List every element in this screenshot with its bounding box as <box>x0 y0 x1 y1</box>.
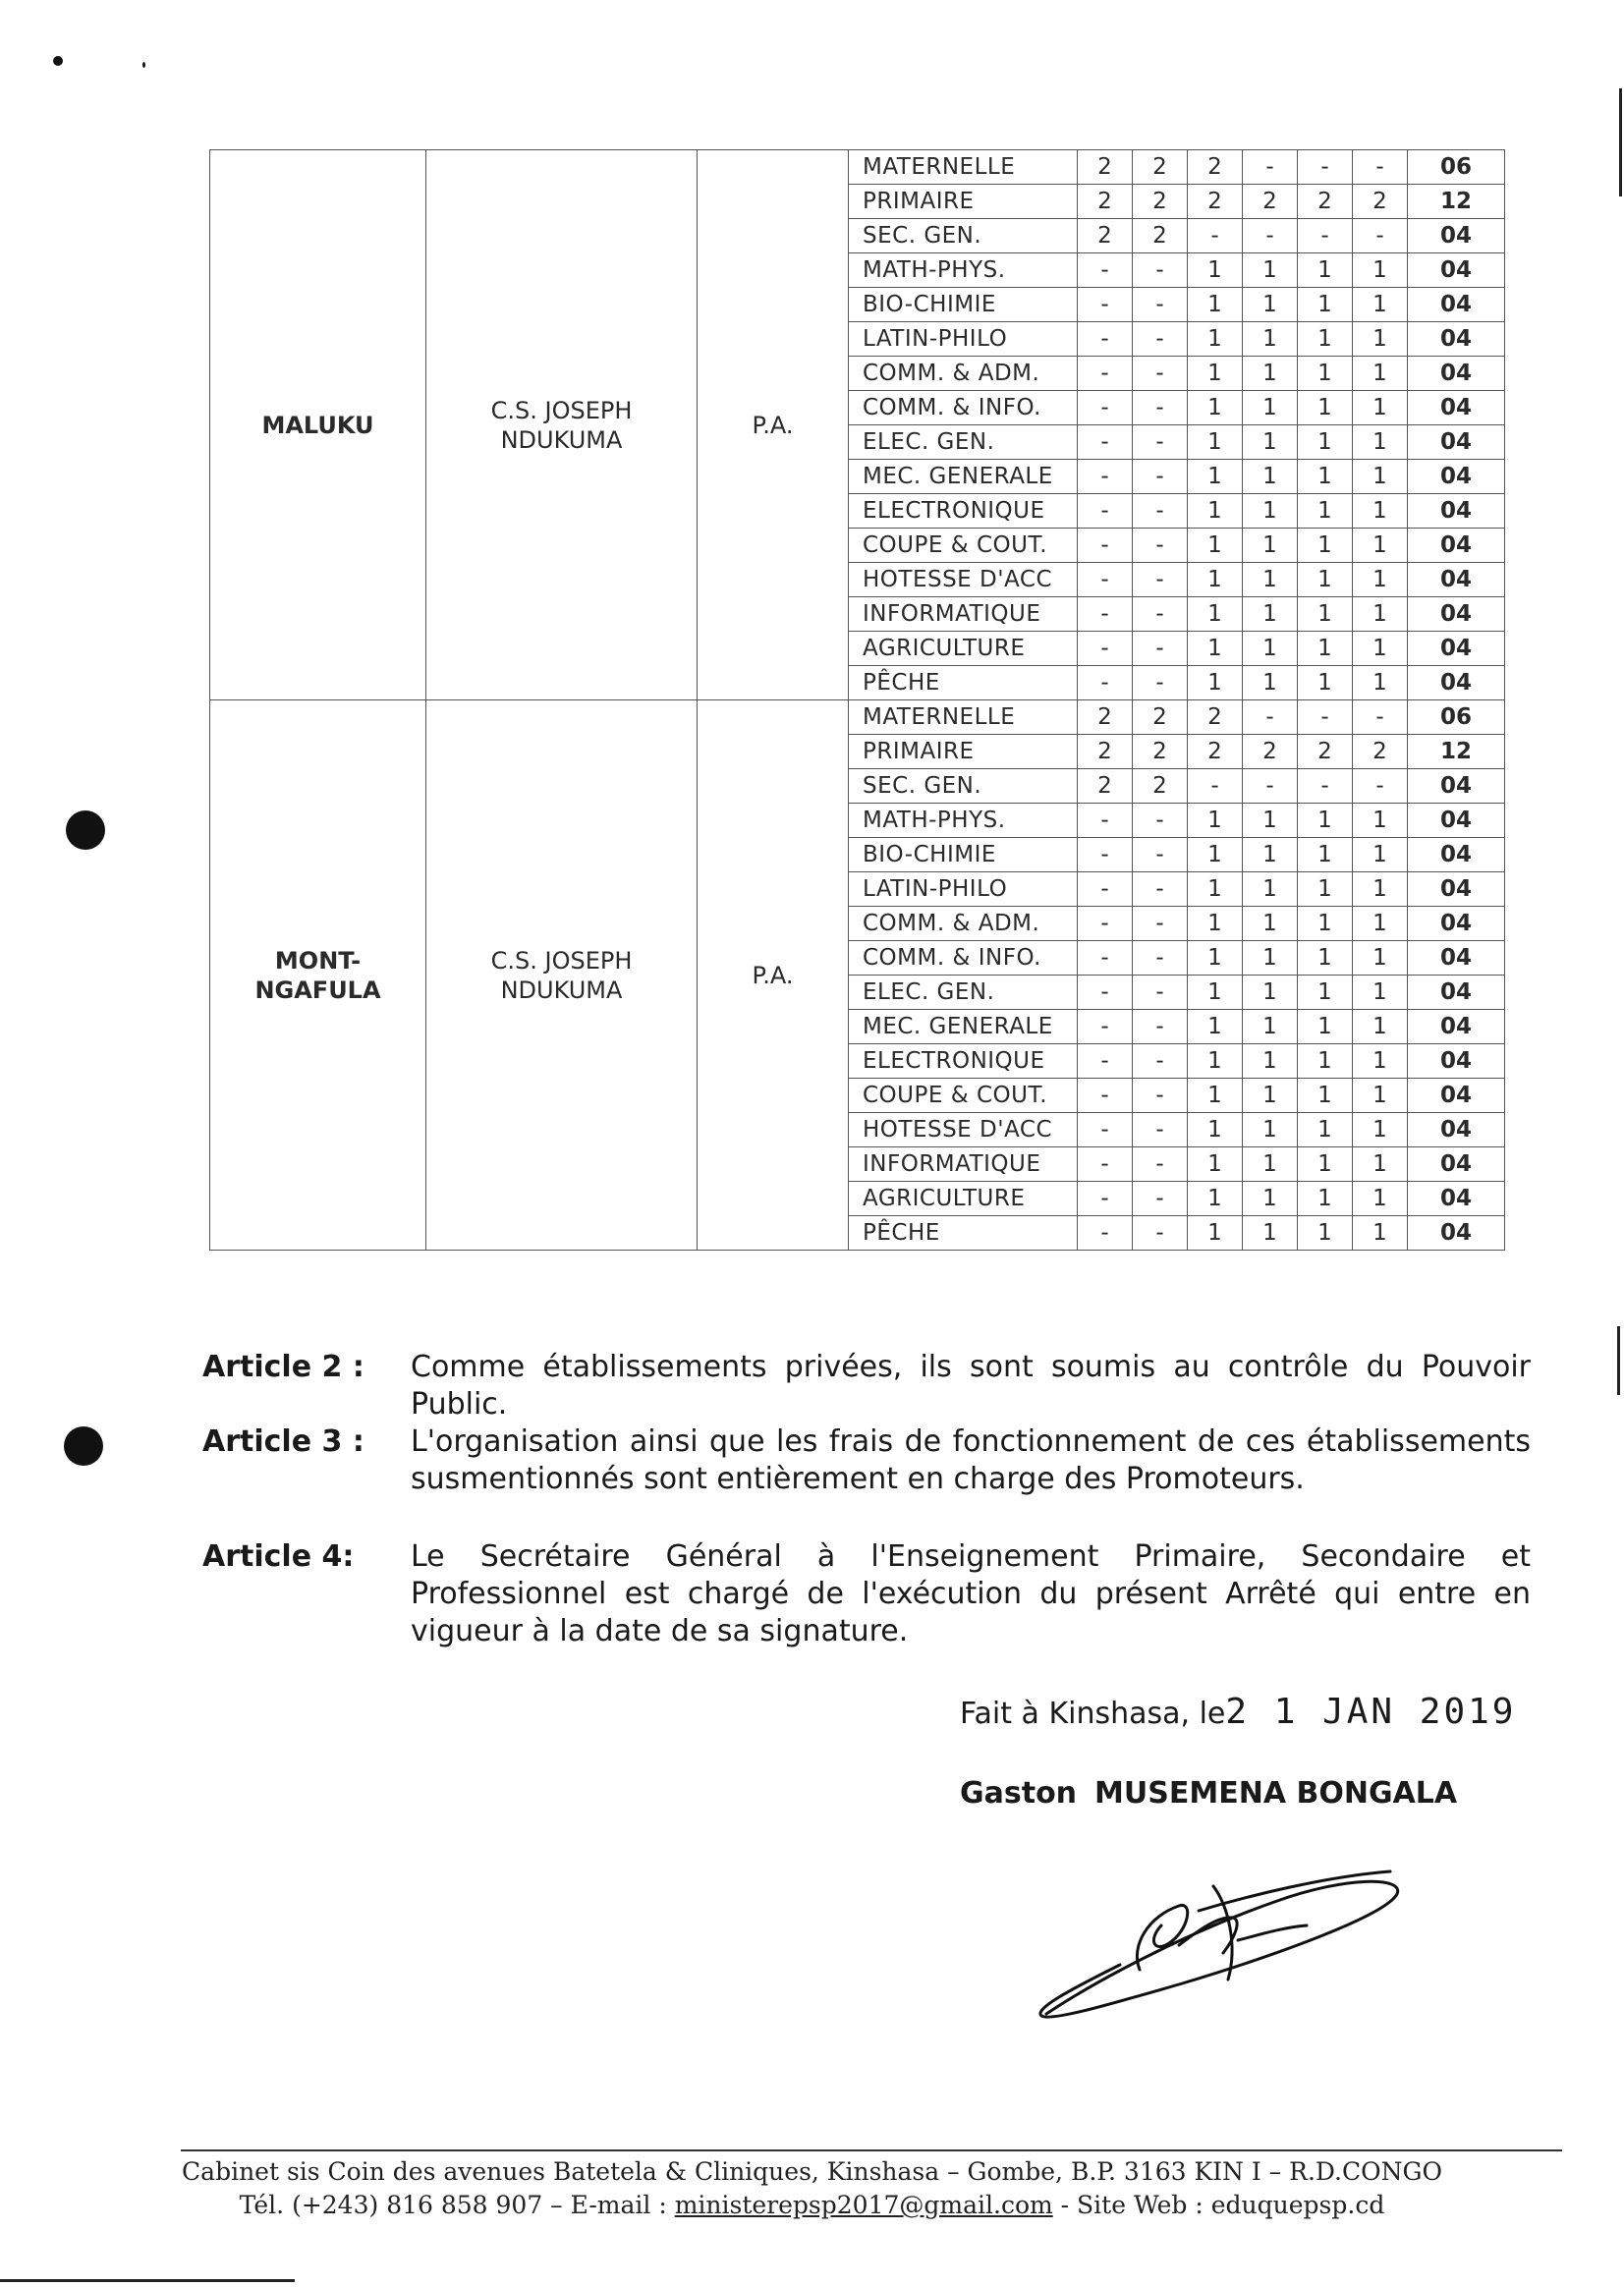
total-cell: 04 <box>1408 357 1505 391</box>
class-count-cell: 1 <box>1298 425 1353 460</box>
class-count-cell: - <box>1298 150 1353 185</box>
class-count-cell: 1 <box>1188 1182 1243 1216</box>
class-count-cell: 1 <box>1298 941 1353 976</box>
class-count-cell: - <box>1188 219 1243 253</box>
class-count-cell: 1 <box>1298 529 1353 563</box>
class-count-cell: 1 <box>1243 907 1298 941</box>
class-count-cell: - <box>1298 769 1353 804</box>
article-label: Article 4: <box>202 1539 355 1574</box>
class-count-cell: - <box>1078 1113 1133 1147</box>
class-count-cell: 2 <box>1298 185 1353 219</box>
class-count-cell: 2 <box>1353 185 1408 219</box>
table-row <box>210 700 1505 735</box>
class-count-cell: - <box>1078 322 1133 357</box>
total-cell: 04 <box>1408 872 1505 907</box>
class-count-cell: 1 <box>1353 597 1408 632</box>
option-cell: PRIMAIRE <box>849 735 1078 769</box>
option-cell: SEC. GEN. <box>849 219 1078 253</box>
class-count-cell: 1 <box>1243 391 1298 425</box>
class-count-cell: - <box>1078 425 1133 460</box>
class-count-cell: 1 <box>1353 838 1408 872</box>
class-count-cell: - <box>1078 666 1133 700</box>
class-count-cell: - <box>1133 563 1188 597</box>
class-count-cell: 1 <box>1298 494 1353 529</box>
total-cell: 04 <box>1408 563 1505 597</box>
allocation-table-body <box>210 150 1505 1251</box>
class-count-cell: 1 <box>1298 804 1353 838</box>
total-cell: 04 <box>1408 391 1505 425</box>
class-count-cell: - <box>1133 597 1188 632</box>
option-cell: MATERNELLE <box>849 700 1078 735</box>
option-cell: COMM. & INFO. <box>849 391 1078 425</box>
class-count-cell: 1 <box>1353 253 1408 288</box>
class-count-cell: 1 <box>1298 1010 1353 1044</box>
option-cell: AGRICULTURE <box>849 1182 1078 1216</box>
option-cell: HOTESSE D'ACC <box>849 1113 1078 1147</box>
class-count-cell: 1 <box>1243 253 1298 288</box>
option-cell: SEC. GEN. <box>849 769 1078 804</box>
option-cell: ELECTRONIQUE <box>849 494 1078 529</box>
punch-hole-mark <box>64 1426 103 1466</box>
class-count-cell: 1 <box>1298 838 1353 872</box>
class-count-cell: 1 <box>1243 1079 1298 1113</box>
class-count-cell: 1 <box>1243 288 1298 322</box>
class-count-cell: - <box>1133 288 1188 322</box>
total-cell: 04 <box>1408 529 1505 563</box>
class-count-cell: - <box>1078 976 1133 1010</box>
class-count-cell: 2 <box>1188 735 1243 769</box>
class-count-cell: 1 <box>1298 976 1353 1010</box>
class-count-cell: 1 <box>1188 941 1243 976</box>
option-cell: BIO-CHIMIE <box>849 288 1078 322</box>
option-cell: MATH-PHYS. <box>849 804 1078 838</box>
regime-cell: P.A. <box>698 700 849 1251</box>
footer-address <box>98 2157 1526 2186</box>
total-cell: 04 <box>1408 666 1505 700</box>
article-text: Comme établissements privées, ils sont soumis au contrôle du Pouvoir Public. <box>411 1350 1531 1422</box>
class-count-cell: 1 <box>1188 666 1243 700</box>
class-count-cell: - <box>1133 460 1188 494</box>
signatory-last-name: MUSEMENA BONGALA <box>1094 1776 1458 1811</box>
class-count-cell: 2 <box>1133 150 1188 185</box>
class-count-cell: - <box>1078 563 1133 597</box>
total-cell: 04 <box>1408 322 1505 357</box>
class-count-cell: - <box>1298 219 1353 253</box>
class-count-cell: 2 <box>1078 769 1133 804</box>
option-cell: PÊCHE <box>849 666 1078 700</box>
class-count-cell: 1 <box>1353 1010 1408 1044</box>
class-count-cell: - <box>1133 1216 1188 1251</box>
class-count-cell: 1 <box>1353 529 1408 563</box>
class-count-cell: 1 <box>1298 1182 1353 1216</box>
class-count-cell: 1 <box>1188 494 1243 529</box>
class-count-cell: 2 <box>1243 185 1298 219</box>
class-count-cell: - <box>1188 769 1243 804</box>
option-cell: COMM. & INFO. <box>849 941 1078 976</box>
option-cell: MEC. GENERALE <box>849 1010 1078 1044</box>
class-count-cell: 1 <box>1243 357 1298 391</box>
class-count-cell: - <box>1078 494 1133 529</box>
option-cell: ELECTRONIQUE <box>849 1044 1078 1079</box>
class-count-cell: 2 <box>1133 185 1188 219</box>
class-count-cell: 1 <box>1353 1079 1408 1113</box>
class-count-cell: - <box>1133 253 1188 288</box>
total-cell: 04 <box>1408 941 1505 976</box>
article-text: Le Secrétaire Général à l'Enseignement Primaire, Secondaire et Professionnel est chargé de l'exécution du présent Arrêté qui entre en vigueur à la date de sa signature. <box>411 1539 1531 1648</box>
scan-speck <box>142 62 145 68</box>
class-count-cell: - <box>1078 1079 1133 1113</box>
option-cell: INFORMATIQUE <box>849 1147 1078 1182</box>
class-count-cell: - <box>1133 907 1188 941</box>
class-count-cell: 1 <box>1298 666 1353 700</box>
class-count-cell: 1 <box>1188 253 1243 288</box>
table-row <box>210 150 1505 185</box>
class-count-cell: 1 <box>1298 872 1353 907</box>
class-count-cell: 1 <box>1188 357 1243 391</box>
total-cell: 04 <box>1408 1079 1505 1113</box>
class-count-cell: 2 <box>1078 219 1133 253</box>
class-count-cell: - <box>1078 632 1133 666</box>
class-count-cell: 1 <box>1298 322 1353 357</box>
option-cell: MEC. GENERALE <box>849 460 1078 494</box>
class-count-cell: 1 <box>1243 1113 1298 1147</box>
class-count-cell: - <box>1133 1113 1188 1147</box>
footer-address-text: Cabinet sis Coin des avenues Batetela & Cliniques, Kinshasa – Gombe, B.P. 3163 KIN I – R.D.CONGO <box>182 2157 1442 2186</box>
class-count-cell: - <box>1243 219 1298 253</box>
class-count-cell: 1 <box>1188 425 1243 460</box>
option-cell: BIO-CHIMIE <box>849 838 1078 872</box>
class-count-cell: 2 <box>1243 735 1298 769</box>
class-count-cell: 1 <box>1188 1010 1243 1044</box>
class-count-cell: 1 <box>1353 494 1408 529</box>
total-cell: 04 <box>1408 1010 1505 1044</box>
option-cell: ELEC. GEN. <box>849 976 1078 1010</box>
class-count-cell: 2 <box>1133 735 1188 769</box>
total-cell: 04 <box>1408 1147 1505 1182</box>
class-count-cell: 1 <box>1188 1113 1243 1147</box>
class-count-cell: 1 <box>1188 907 1243 941</box>
total-cell: 06 <box>1408 700 1505 735</box>
class-count-cell: 1 <box>1298 1113 1353 1147</box>
class-count-cell: - <box>1078 872 1133 907</box>
class-count-cell: 1 <box>1298 460 1353 494</box>
class-count-cell: 1 <box>1353 425 1408 460</box>
class-count-cell: 1 <box>1243 529 1298 563</box>
class-count-cell: - <box>1133 494 1188 529</box>
class-count-cell: 1 <box>1188 1079 1243 1113</box>
class-count-cell: 1 <box>1243 1216 1298 1251</box>
place-text: Fait à Kinshasa, le <box>960 1697 1226 1731</box>
class-count-cell: - <box>1243 769 1298 804</box>
total-cell: 04 <box>1408 597 1505 632</box>
class-count-cell: 1 <box>1353 1044 1408 1079</box>
class-count-cell: 1 <box>1353 666 1408 700</box>
class-count-cell: - <box>1133 976 1188 1010</box>
total-cell: 04 <box>1408 253 1505 288</box>
class-count-cell: - <box>1078 1044 1133 1079</box>
class-count-cell: - <box>1133 872 1188 907</box>
class-count-cell: 1 <box>1243 976 1298 1010</box>
option-cell: AGRICULTURE <box>849 632 1078 666</box>
class-count-cell: - <box>1133 666 1188 700</box>
total-cell: 04 <box>1408 219 1505 253</box>
class-count-cell: - <box>1133 838 1188 872</box>
signatory-first-name: Gaston <box>960 1776 1078 1811</box>
classes-allocation-table <box>209 149 1505 1251</box>
class-count-cell: 1 <box>1243 425 1298 460</box>
class-count-cell: 1 <box>1188 976 1243 1010</box>
school-cell: C.S. JOSEPH NDUKUMA <box>426 150 698 700</box>
total-cell: 04 <box>1408 632 1505 666</box>
class-count-cell: 1 <box>1243 1010 1298 1044</box>
class-count-cell: - <box>1133 322 1188 357</box>
class-count-cell: 1 <box>1243 1044 1298 1079</box>
class-count-cell: - <box>1078 529 1133 563</box>
total-cell: 04 <box>1408 1182 1505 1216</box>
option-cell: COUPE & COUT. <box>849 1079 1078 1113</box>
class-count-cell: 1 <box>1353 1182 1408 1216</box>
class-count-cell: - <box>1133 1147 1188 1182</box>
class-count-cell: 1 <box>1243 632 1298 666</box>
total-cell: 04 <box>1408 425 1505 460</box>
class-count-cell: - <box>1078 804 1133 838</box>
class-count-cell: - <box>1133 1010 1188 1044</box>
class-count-cell: 1 <box>1353 1216 1408 1251</box>
total-cell: 12 <box>1408 735 1505 769</box>
class-count-cell: 1 <box>1298 1044 1353 1079</box>
class-count-cell: - <box>1133 357 1188 391</box>
class-count-cell: - <box>1353 150 1408 185</box>
class-count-cell: 1 <box>1298 253 1353 288</box>
class-count-cell: 1 <box>1298 563 1353 597</box>
article-label: Article 2 : <box>202 1350 364 1384</box>
class-count-cell: 1 <box>1188 872 1243 907</box>
class-count-cell: - <box>1078 838 1133 872</box>
class-count-cell: - <box>1133 425 1188 460</box>
total-cell: 04 <box>1408 494 1505 529</box>
class-count-cell: - <box>1353 219 1408 253</box>
class-count-cell: 1 <box>1298 1216 1353 1251</box>
class-count-cell: 1 <box>1188 804 1243 838</box>
commune-cell: MONT-NGAFULA <box>210 700 426 1251</box>
class-count-cell: 2 <box>1133 769 1188 804</box>
option-cell: COMM. & ADM. <box>849 907 1078 941</box>
class-count-cell: 2 <box>1188 185 1243 219</box>
option-cell: LATIN-PHILO <box>849 322 1078 357</box>
signatory-name <box>960 1776 1457 1811</box>
class-count-cell: 2 <box>1133 700 1188 735</box>
class-count-cell: 1 <box>1188 529 1243 563</box>
class-count-cell: 1 <box>1353 976 1408 1010</box>
class-count-cell: 1 <box>1353 941 1408 976</box>
footer-phone-text: Tél. (+243) 816 858 907 – E-mail : <box>239 2191 675 2219</box>
class-count-cell: - <box>1133 804 1188 838</box>
class-count-cell: - <box>1353 700 1408 735</box>
total-cell: 04 <box>1408 976 1505 1010</box>
article-text: L'organisation ainsi que les frais de fonctionnement de ces établissements susmentionnés sont entièrement en charge des Promoteurs. <box>411 1424 1531 1496</box>
scan-speck <box>53 56 63 66</box>
class-count-cell: 1 <box>1353 357 1408 391</box>
class-count-cell: 1 <box>1188 1044 1243 1079</box>
class-count-cell: - <box>1078 1182 1133 1216</box>
class-count-cell: 1 <box>1298 1079 1353 1113</box>
footer-contact <box>98 2191 1526 2219</box>
scan-edge-line <box>0 2279 295 2282</box>
class-count-cell: - <box>1078 288 1133 322</box>
option-cell: PÊCHE <box>849 1216 1078 1251</box>
article-label: Article 3 : <box>202 1424 364 1459</box>
scan-edge-line <box>1619 88 1622 196</box>
class-count-cell: - <box>1078 907 1133 941</box>
total-cell: 12 <box>1408 185 1505 219</box>
class-count-cell: 1 <box>1243 460 1298 494</box>
place-and-date <box>960 1692 1516 1732</box>
class-count-cell: 1 <box>1353 1113 1408 1147</box>
class-count-cell: 1 <box>1298 597 1353 632</box>
total-cell: 04 <box>1408 838 1505 872</box>
handwritten-signature <box>1032 1847 1425 2043</box>
class-count-cell: 2 <box>1188 150 1243 185</box>
total-cell: 04 <box>1408 460 1505 494</box>
class-count-cell: 1 <box>1298 632 1353 666</box>
option-cell: MATH-PHYS. <box>849 253 1078 288</box>
class-count-cell: 2 <box>1078 735 1133 769</box>
class-count-cell: - <box>1078 357 1133 391</box>
class-count-cell: - <box>1243 700 1298 735</box>
option-cell: COMM. & ADM. <box>849 357 1078 391</box>
regime-cell: P.A. <box>698 150 849 700</box>
option-cell: LATIN-PHILO <box>849 872 1078 907</box>
class-count-cell: 1 <box>1243 597 1298 632</box>
class-count-cell: - <box>1133 632 1188 666</box>
commune-cell: MALUKU <box>210 150 426 700</box>
class-count-cell: 1 <box>1243 1182 1298 1216</box>
class-count-cell: 1 <box>1243 804 1298 838</box>
option-cell: PRIMAIRE <box>849 185 1078 219</box>
class-count-cell: - <box>1078 941 1133 976</box>
option-cell: ELEC. GEN. <box>849 425 1078 460</box>
option-cell: MATERNELLE <box>849 150 1078 185</box>
class-count-cell: 1 <box>1353 391 1408 425</box>
footer-website-text: - Site Web : eduquepsp.cd <box>1052 2191 1385 2219</box>
option-cell: INFORMATIQUE <box>849 597 1078 632</box>
class-count-cell: 1 <box>1188 1147 1243 1182</box>
punch-hole-mark <box>66 810 105 850</box>
class-count-cell: 1 <box>1298 357 1353 391</box>
class-count-cell: 1 <box>1298 391 1353 425</box>
class-count-cell: 1 <box>1188 322 1243 357</box>
class-count-cell: 2 <box>1188 700 1243 735</box>
total-cell: 04 <box>1408 804 1505 838</box>
class-count-cell: 1 <box>1188 460 1243 494</box>
class-count-cell: 2 <box>1078 700 1133 735</box>
class-count-cell: 1 <box>1298 907 1353 941</box>
class-count-cell: - <box>1133 941 1188 976</box>
class-count-cell: 1 <box>1188 597 1243 632</box>
class-count-cell: 1 <box>1353 632 1408 666</box>
class-count-cell: - <box>1133 1044 1188 1079</box>
class-count-cell: - <box>1078 460 1133 494</box>
class-count-cell: - <box>1133 1079 1188 1113</box>
class-count-cell: 1 <box>1353 1147 1408 1182</box>
class-count-cell: 1 <box>1298 1147 1353 1182</box>
class-count-cell: 2 <box>1298 735 1353 769</box>
total-cell: 04 <box>1408 1113 1505 1147</box>
class-count-cell: 1 <box>1353 322 1408 357</box>
class-count-cell: - <box>1078 1010 1133 1044</box>
class-count-cell: 1 <box>1188 1216 1243 1251</box>
total-cell: 04 <box>1408 1044 1505 1079</box>
class-count-cell: 1 <box>1298 288 1353 322</box>
class-count-cell: 1 <box>1243 838 1298 872</box>
class-count-cell: 1 <box>1353 872 1408 907</box>
allocation-table <box>209 149 1505 1251</box>
class-count-cell: 1 <box>1243 872 1298 907</box>
footer-email-link[interactable]: ministerepsp2017@gmail.com <box>674 2191 1053 2219</box>
total-cell: 04 <box>1408 288 1505 322</box>
class-count-cell: 2 <box>1133 219 1188 253</box>
class-count-cell: 1 <box>1353 288 1408 322</box>
class-count-cell: - <box>1353 769 1408 804</box>
class-count-cell: 1 <box>1188 563 1243 597</box>
class-count-cell: - <box>1133 391 1188 425</box>
class-count-cell: - <box>1243 150 1298 185</box>
class-count-cell: - <box>1078 597 1133 632</box>
class-count-cell: - <box>1078 253 1133 288</box>
class-count-cell: - <box>1078 1147 1133 1182</box>
option-cell: COUPE & COUT. <box>849 529 1078 563</box>
class-count-cell: 1 <box>1188 288 1243 322</box>
class-count-cell: - <box>1133 1182 1188 1216</box>
scan-edge-line <box>1617 1326 1620 1395</box>
class-count-cell: 1 <box>1243 494 1298 529</box>
class-count-cell: - <box>1298 700 1353 735</box>
class-count-cell: 2 <box>1078 185 1133 219</box>
class-count-cell: 1 <box>1353 804 1408 838</box>
class-count-cell: 1 <box>1243 666 1298 700</box>
class-count-cell: 1 <box>1243 322 1298 357</box>
date-stamp: 2 1 JAN 2019 <box>1225 1692 1517 1732</box>
total-cell: 04 <box>1408 1216 1505 1251</box>
total-cell: 06 <box>1408 150 1505 185</box>
class-count-cell: 1 <box>1243 941 1298 976</box>
class-count-cell: - <box>1078 1216 1133 1251</box>
class-count-cell: 2 <box>1353 735 1408 769</box>
footer-divider <box>181 2149 1562 2151</box>
total-cell: 04 <box>1408 769 1505 804</box>
class-count-cell: 1 <box>1353 907 1408 941</box>
class-count-cell: 1 <box>1243 1147 1298 1182</box>
class-count-cell: - <box>1133 529 1188 563</box>
class-count-cell: 2 <box>1078 150 1133 185</box>
school-cell: C.S. JOSEPH NDUKUMA <box>426 700 698 1251</box>
class-count-cell: 1 <box>1243 563 1298 597</box>
class-count-cell: - <box>1078 391 1133 425</box>
class-count-cell: 1 <box>1353 460 1408 494</box>
class-count-cell: 1 <box>1353 563 1408 597</box>
total-cell: 04 <box>1408 907 1505 941</box>
class-count-cell: 1 <box>1188 838 1243 872</box>
option-cell: HOTESSE D'ACC <box>849 563 1078 597</box>
class-count-cell: 1 <box>1188 391 1243 425</box>
class-count-cell: 1 <box>1188 632 1243 666</box>
